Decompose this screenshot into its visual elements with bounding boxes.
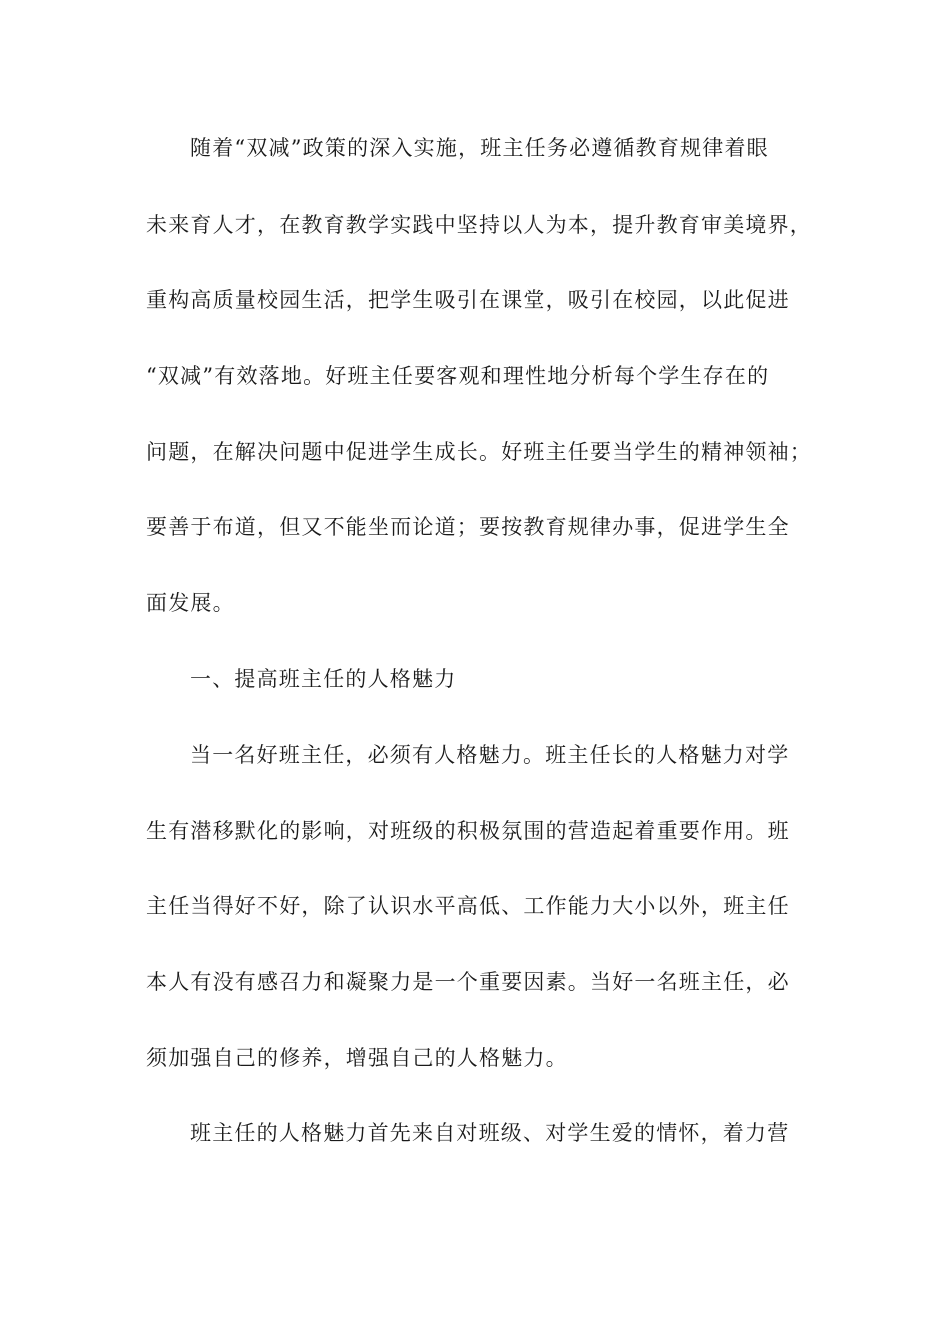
paragraph-1-line-2: 未来育人才，在教育教学实践中坚持以人为本，提升教育审美境界， (146, 213, 812, 237)
paragraph-1-line-5: 问题，在解决问题中促进学生成长。好班主任要当学生的精神领袖； (146, 440, 812, 464)
paragraph-2-line-5: 须加强自己的修养，增强自己的人格魅力。 (146, 1046, 568, 1070)
paragraph-2-line-2: 生有潜移默化的影响，对班级的积极氛围的营造起着重要作用。班 (146, 819, 790, 843)
paragraph-1-line-1: 随着“双减”政策的深入实施，班主任务必遵循教育规律着眼 (190, 136, 769, 160)
paragraph-1-line-4: “双减”有效落地。好班主任要客观和理性地分析每个学生存在的 (146, 364, 770, 388)
paragraph-2-line-4: 本人有没有感召力和凝聚力是一个重要因素。当好一名班主任，必 (146, 970, 790, 994)
paragraph-1-line-6: 要善于布道，但又不能坐而论道；要按教育规律办事，促进学生全 (146, 515, 790, 539)
paragraph-1-line-7: 面发展。 (146, 591, 235, 615)
section-heading-1: 一、提高班主任的人格魅力 (190, 667, 457, 691)
paragraph-2-line-1: 当一名好班主任，必须有人格魅力。班主任长的人格魅力对学 (190, 743, 790, 767)
paragraph-1-line-3: 重构高质量校园生活，把学生吸引在课堂，吸引在校园，以此促进 (146, 288, 790, 312)
paragraph-2-line-3: 主任当得好不好，除了认识水平高低、工作能力大小以外，班主任 (146, 894, 790, 918)
paragraph-3-line-1: 班主任的人格魅力首先来自对班级、对学生爱的情怀，着力营 (190, 1121, 790, 1145)
